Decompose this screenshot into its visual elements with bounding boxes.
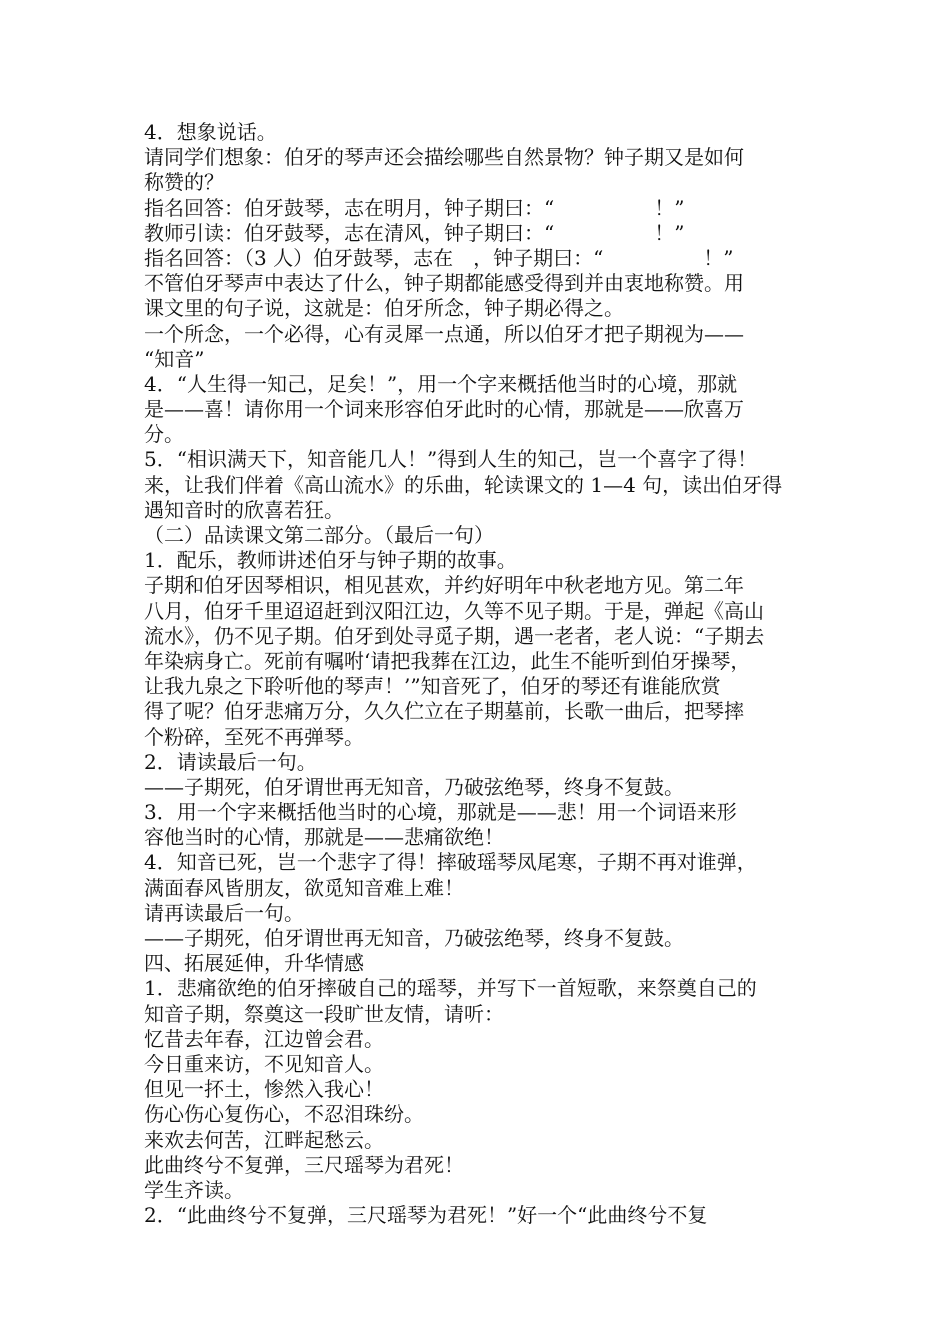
text-line: 不管伯牙琴声中表达了什么，钟子期都能感受得到并由衷地称赞。用 — [144, 271, 744, 296]
text-line: 是——喜！请你用一个词来形容伯牙此时的心情，那就是——欣喜万 — [144, 397, 744, 422]
poem-line: 此曲终兮不复弹，三尺瑶琴为君死！ — [144, 1152, 464, 1177]
text-line: “知音” — [144, 346, 205, 371]
text-line: 分。 — [144, 422, 184, 447]
text-line: 请同学们想象：伯牙的琴声还会描绘哪些自然景物？钟子期又是如何 — [144, 145, 744, 170]
section-heading: （二）品读课文第二部分。（最后一句） — [144, 523, 494, 547]
text-line: 子期和伯牙因琴相识，相见甚欢，并约好明年中秋老地方见。第二年 — [144, 573, 744, 598]
poem-line: 今日重来访，不见知音人。 — [144, 1051, 384, 1076]
text-line: 指名回答：伯牙鼓琴，志在明月，钟子期曰：“ ！” — [144, 195, 685, 220]
poem-line: 伤心伤心复伤心，不忍泪珠纷。 — [144, 1102, 424, 1127]
text-line: 4．想象说话。 — [144, 120, 277, 144]
text-line: 个粉碎，至死不再弹琴。 — [144, 724, 364, 749]
text-line: 学生齐读。 — [144, 1177, 244, 1202]
poem-line: 忆昔去年春，江边曾会君。 — [144, 1026, 384, 1051]
text-line: 遇知音时的欣喜若狂。 — [144, 497, 344, 522]
text-line: 4．“人生得一知己，足矣！”，用一个字来概括他当时的心境，那就 — [144, 371, 738, 396]
text-line: 流水》，仍不见子期。伯牙到处寻觅子期，遇一老者，老人说：“子期去 — [144, 623, 765, 648]
text-line: 2．“此曲终兮不复弹，三尺瑶琴为君死！”好一个“此曲终兮不复 — [144, 1203, 708, 1228]
text-line: 一个所念，一个必得，心有灵犀一点通，所以伯牙才把子期视为—— — [144, 321, 744, 346]
text-line: 3．用一个字来概括他当时的心境，那就是——悲！用一个词语来形 — [144, 800, 737, 825]
section-heading: 四、拓展延伸，升华情感 — [144, 951, 364, 976]
text-line: 1．悲痛欲绝的伯牙摔破自己的瑶琴，并写下一首短歌，来祭奠自己的 — [144, 976, 757, 1001]
text-line: 八月，伯牙千里迢迢赶到汉阳江边，久等不见子期。于是，弹起《高山 — [144, 598, 764, 623]
text-line: 1．配乐，教师讲述伯牙与钟子期的故事。 — [144, 548, 517, 573]
text-line: ——子期死，伯牙谓世再无知音，乃破弦绝琴，终身不复鼓。 — [144, 774, 684, 799]
poem-line: 但见一抔土，惨然入我心！ — [144, 1077, 384, 1102]
text-line: 得了呢？伯牙悲痛万分，久久伫立在子期墓前，长歌一曲后，把琴摔 — [144, 699, 744, 724]
text-line: 5．“相识满天下，知音能几人！”得到人生的知己，岂一个喜字了得！ — [144, 447, 758, 472]
text-line: 请再读最后一句。 — [144, 900, 304, 925]
text-line: 2．请读最后一句。 — [144, 749, 317, 774]
text-line: 4．知音已死，岂一个悲字了得！摔破瑶琴凤尾寒，子期不再对谁弹， — [144, 850, 757, 875]
text-line: ——子期死，伯牙谓世再无知音，乃破弦绝琴，终身不复鼓。 — [144, 926, 684, 950]
text-line: 教师引读：伯牙鼓琴，志在清风，钟子期曰：“ ！” — [144, 220, 685, 245]
text-line: 让我九泉之下聆听他的琴声！’”知音死了，伯牙的琴还有谁能欣赏 — [144, 674, 721, 699]
text-line: 年染病身亡。死前有嘱咐‘请把我葬在江边，此生不能听到伯牙操琴， — [144, 648, 751, 673]
text-line: 来，让我们伴着《高山流水》的乐曲，轮读课文的 1—4 句，读出伯牙得 — [144, 472, 783, 497]
text-line: 称赞的？ — [144, 170, 224, 195]
text-line: 容他当时的心情，那就是——悲痛欲绝！ — [144, 825, 504, 850]
poem-line: 来欢去何苦，江畔起愁云。 — [144, 1127, 384, 1152]
text-line: 指名回答：（3 人）伯牙鼓琴，志在 ，钟子期曰：“ ！” — [144, 245, 734, 270]
text-line: 课文里的句子说，这就是：伯牙所念，钟子期必得之。 — [144, 296, 624, 321]
text-line: 满面春风皆朋友，欲觅知音难上难！ — [144, 875, 464, 900]
text-line: 知音子期，祭奠这一段旷世友情，请听： — [144, 1001, 504, 1026]
document-page — [144, 120, 814, 1228]
